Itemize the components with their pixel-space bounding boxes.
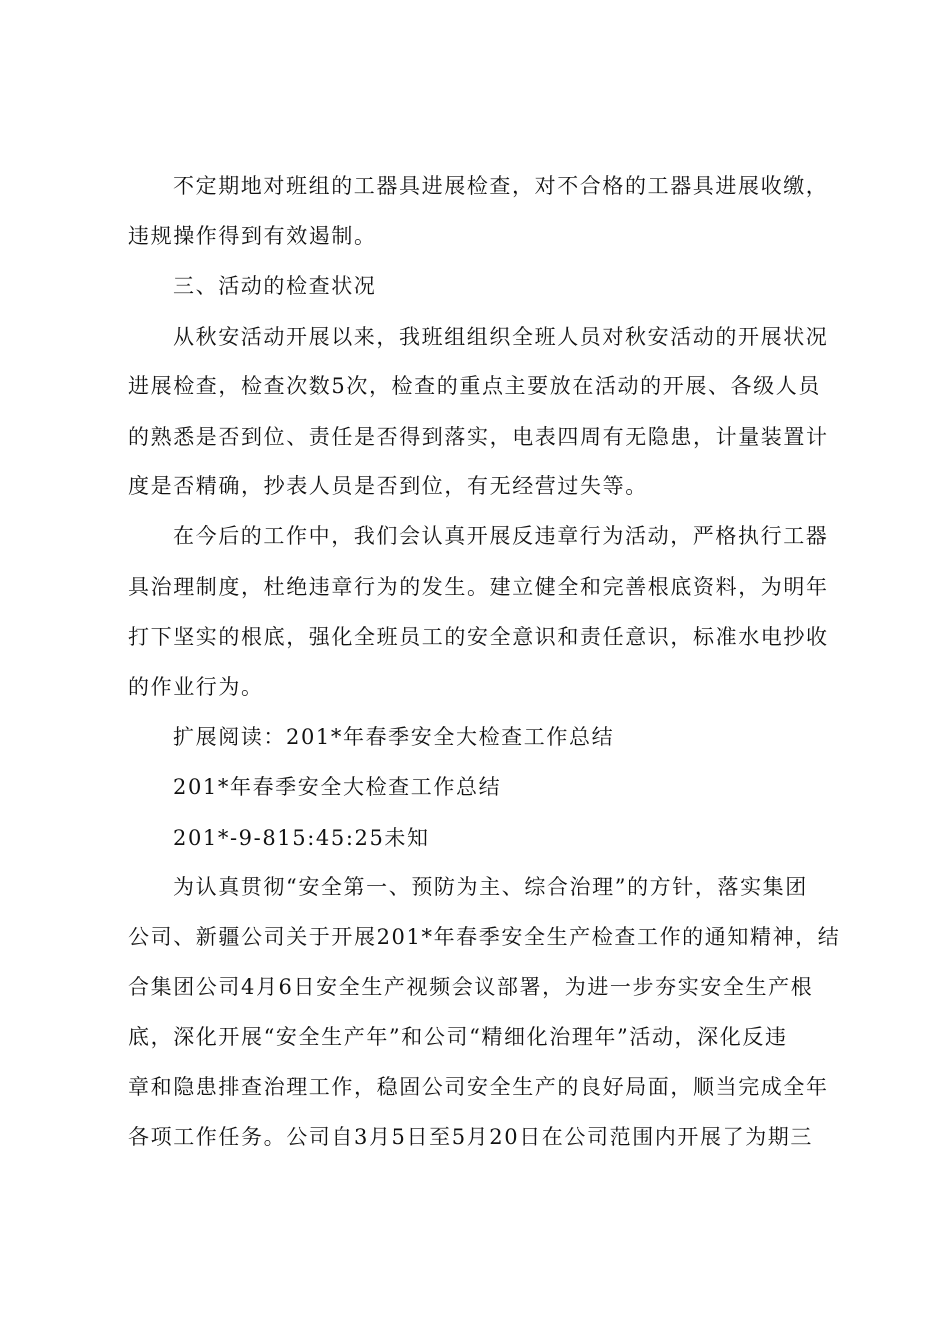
document-line: 201*年春季安全大检查工作总结 bbox=[173, 775, 502, 799]
document-line: 的熟悉是否到位、责任是否得到落实，电表四周有无隐患，计量装置计 bbox=[128, 425, 829, 449]
document-line: 章和隐患排查治理工作，稳固公司安全生产的良好局面，顺当完成全年 bbox=[128, 1075, 829, 1099]
document-line: 违规操作得到有效遏制。 bbox=[128, 224, 377, 248]
document-line: 进展检查，检查次数5次，检查的重点主要放在活动的开展、各级人员 bbox=[128, 374, 821, 398]
document-line: 扩展阅读：201*年春季安全大检查工作总结 bbox=[173, 725, 615, 749]
document-line: 为认真贯彻“安全第一、预防为主、综合治理”的方针，落实集团 bbox=[173, 875, 808, 899]
document-line: 在今后的工作中，我们会认真开展反违章行为活动，严格执行工器 bbox=[173, 524, 829, 548]
document-line: 具治理制度，杜绝违章行为的发生。建立健全和完善根底资料，为明年 bbox=[128, 575, 829, 599]
document-line: 度是否精确，抄表人员是否到位，有无经营过失等。 bbox=[128, 474, 648, 498]
document-line: 从秋安活动开展以来，我班组组织全班人员对秋安活动的开展状况 bbox=[173, 325, 829, 349]
document-line: 打下坚实的根底，强化全班员工的安全意识和责任意识，标准水电抄收 bbox=[128, 625, 829, 649]
document-line: 不定期地对班组的工器具进展检查，对不合格的工器具进展收缴， bbox=[173, 174, 829, 198]
document-line: 的作业行为。 bbox=[128, 675, 264, 699]
document-line: 各项工作任务。公司自3月5日至5月20日在公司范围内开展了为期三 bbox=[128, 1125, 814, 1149]
document-line: 底，深化开展“安全生产年”和公司“精细化治理年”活动，深化反违 bbox=[128, 1025, 788, 1049]
document-line: 公司、新疆公司关于开展201*年春季安全生产检查工作的通知精神，结 bbox=[128, 925, 841, 949]
document-line: 三、活动的检查状况 bbox=[173, 274, 377, 298]
document-line: 合集团公司4月6日安全生产视频会议部署，为进一步夯实安全生产根 bbox=[128, 975, 814, 999]
document-line: 201*-9-815:45:25未知 bbox=[173, 826, 430, 850]
